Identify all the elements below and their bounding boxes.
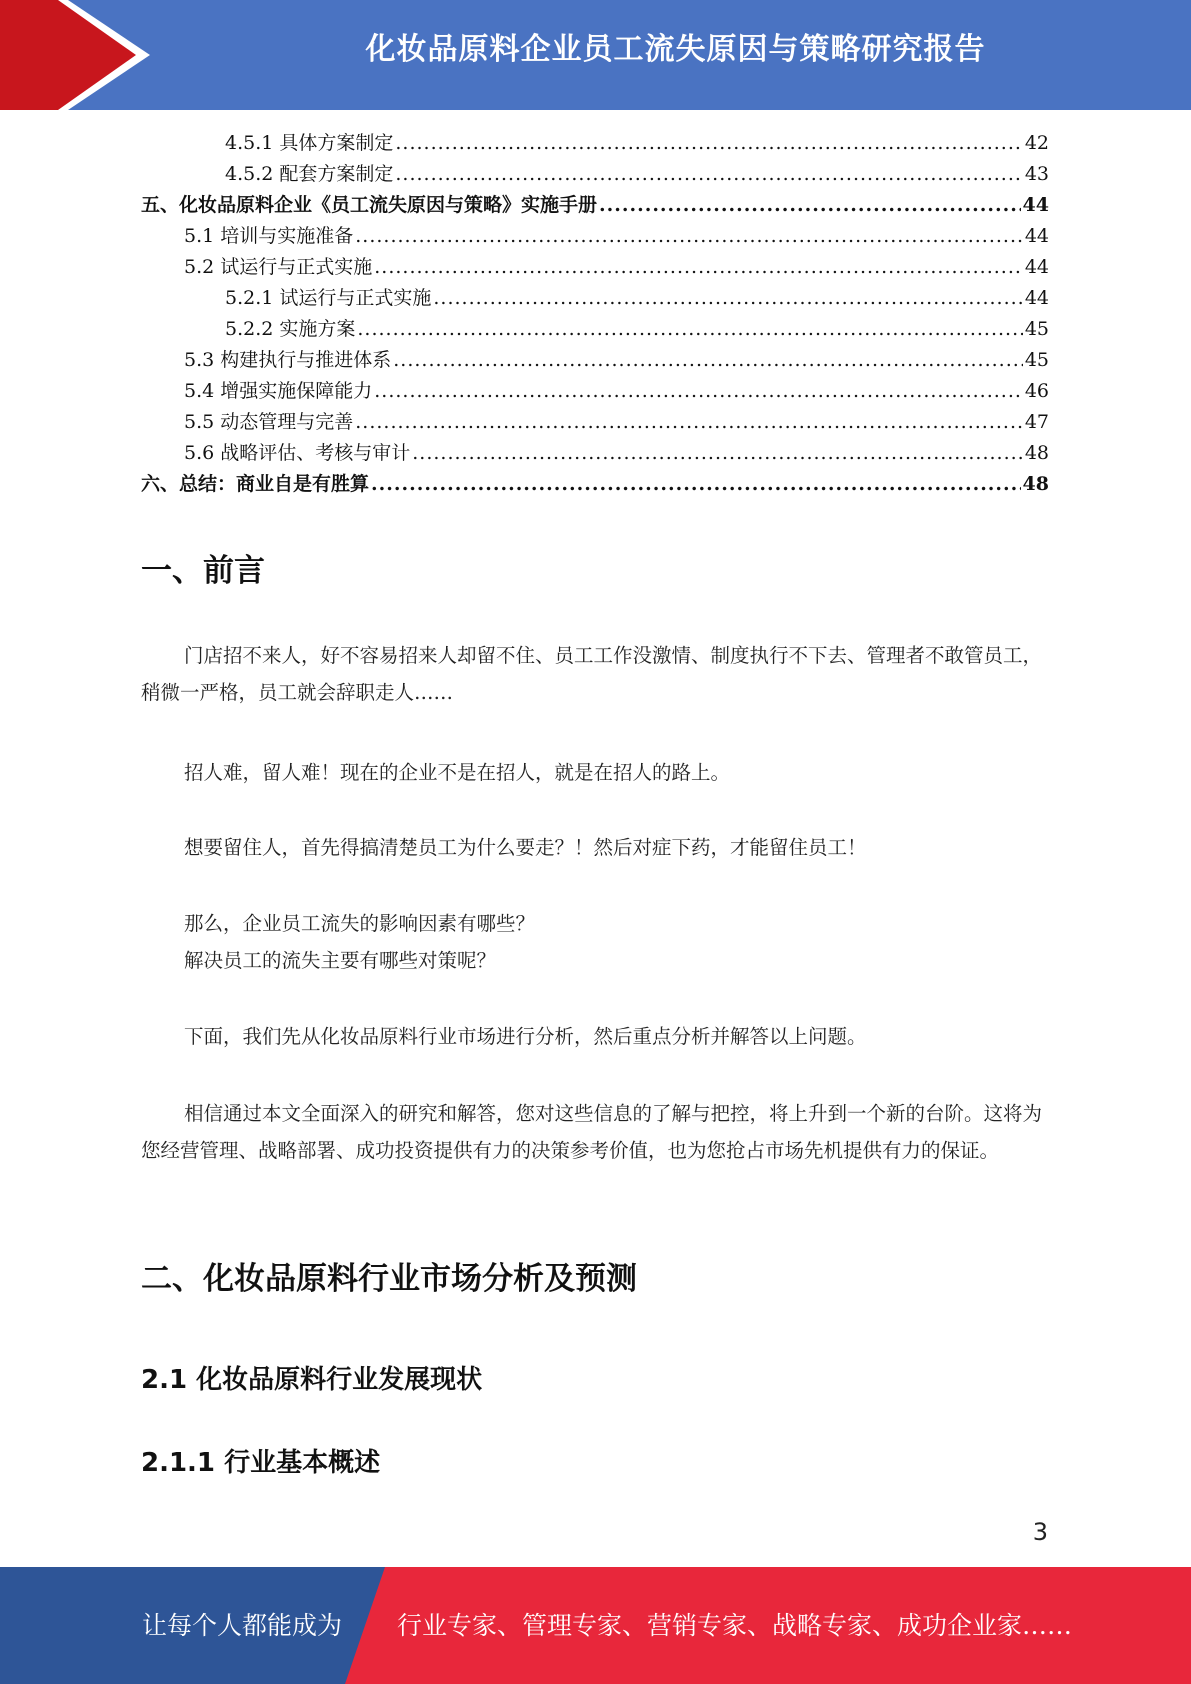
toc-entry-page: 44 <box>1024 256 1049 278</box>
toc-leader-dots <box>371 469 1021 500</box>
body-paragraph: 那么，企业员工流失的影响因素有哪些？ <box>184 912 536 935</box>
toc-leader-dots <box>395 159 1022 190</box>
toc-entry-label: 4.5.2 配套方案制定 <box>225 163 394 185</box>
toc-entry-label: 5.6 战略评估、考核与审计 <box>184 442 411 464</box>
toc-entry-page: 47 <box>1024 411 1049 433</box>
toc-leader-dots <box>355 221 1023 252</box>
toc-leader-dots <box>395 128 1022 159</box>
toc-leader-dots <box>374 376 1023 407</box>
body-paragraph: 相信通过本文全面深入的研究和解答，您对这些信息的了解与把控，将上升到一个新的台阶。这将为您经营管理、战略部署、成功投资提供有力的决策参考价值，也为您抢占市场先机提供有力的保证。 <box>141 1102 1043 1162</box>
toc-entry-page: 44 <box>1022 194 1049 216</box>
footer-slogan-right: 行业专家、管理专家、营销专家、战略专家、成功企业家…… <box>397 1611 1073 1640</box>
body-paragraph: 解决员工的流失主要有哪些对策呢？ <box>184 949 497 972</box>
toc-entry-label: 5.1 培训与实施准备 <box>184 225 354 247</box>
header-arrow-icon <box>0 0 160 110</box>
toc-entry[interactable] <box>141 469 1049 500</box>
toc-entry-page: 46 <box>1024 380 1049 402</box>
subsubsection-heading: 2.1.1 行业基本概述 <box>141 1448 381 1478</box>
toc-leader-dots <box>355 407 1023 438</box>
table-of-contents <box>141 128 1049 500</box>
toc-entry-label: 5.3 构建执行与推进体系 <box>184 349 392 371</box>
toc-entry[interactable] <box>141 128 1049 159</box>
toc-entry[interactable] <box>141 221 1049 252</box>
toc-entry[interactable] <box>141 252 1049 283</box>
toc-leader-dots <box>357 314 1022 345</box>
toc-entry-label: 5.2 试运行与正式实施 <box>184 256 373 278</box>
toc-entry-page: 48 <box>1024 442 1049 464</box>
toc-entry[interactable] <box>141 283 1049 314</box>
body-paragraph: 想要留住人，首先得搞清楚员工为什么要走？！然后对症下药，才能留住员工！ <box>184 836 867 859</box>
toc-entry-label: 5.5 动态管理与完善 <box>184 411 354 433</box>
toc-entry-page: 48 <box>1022 473 1049 495</box>
toc-entry-page: 45 <box>1024 349 1049 371</box>
toc-leader-dots <box>412 438 1023 469</box>
toc-entry-label: 六、总结：商业自是有胜算 <box>141 473 370 495</box>
body-paragraph: 门店招不来人，好不容易招来人却留不住、员工工作没激情、制度执行不下去、管理者不敢管员工，稍微一严格，员工就会辞职走人…… <box>141 644 1043 704</box>
toc-leader-dots <box>374 252 1023 283</box>
toc-entry[interactable] <box>141 190 1049 221</box>
toc-entry[interactable] <box>141 407 1049 438</box>
toc-entry-page: 43 <box>1024 163 1049 185</box>
page-number: 3 <box>1032 1518 1048 1546</box>
toc-entry-page: 42 <box>1024 132 1049 154</box>
section-heading: 二、化妆品原料行业市场分析及预测 <box>141 1261 637 1297</box>
body-paragraph: 招人难，留人难！现在的企业不是在招人，就是在招人的路上。 <box>184 761 731 784</box>
toc-entry-page: 44 <box>1024 287 1049 309</box>
toc-entry[interactable] <box>141 314 1049 345</box>
toc-leader-dots <box>433 283 1022 314</box>
toc-entry[interactable] <box>141 345 1049 376</box>
toc-entry-label: 4.5.1 具体方案制定 <box>225 132 394 154</box>
header-banner <box>0 0 1191 110</box>
footer-slogan-left: 让每个人都能成为 <box>142 1611 343 1640</box>
toc-entry-label: 五、化妆品原料企业《员工流失原因与策略》实施手册 <box>141 194 598 216</box>
document-title: 化妆品原料企业员工流失原因与策略研究报告 <box>365 32 986 67</box>
toc-entry[interactable] <box>141 438 1049 469</box>
toc-leader-dots <box>599 190 1021 221</box>
toc-entry[interactable] <box>141 376 1049 407</box>
toc-leader-dots <box>393 345 1023 376</box>
toc-entry-page: 45 <box>1024 318 1049 340</box>
toc-entry-label: 5.2.2 实施方案 <box>225 318 356 340</box>
toc-entry-page: 44 <box>1024 225 1049 247</box>
toc-entry[interactable] <box>141 159 1049 190</box>
section-heading: 一、前言 <box>141 553 265 589</box>
toc-entry-label: 5.2.1 试运行与正式实施 <box>225 287 432 309</box>
toc-entry-label: 5.4 增强实施保障能力 <box>184 380 373 402</box>
subsection-heading: 2.1 化妆品原料行业发展现状 <box>141 1365 483 1395</box>
footer-banner <box>0 1567 1191 1684</box>
body-paragraph: 下面，我们先从化妆品原料行业市场进行分析，然后重点分析并解答以上问题。 <box>184 1025 867 1048</box>
